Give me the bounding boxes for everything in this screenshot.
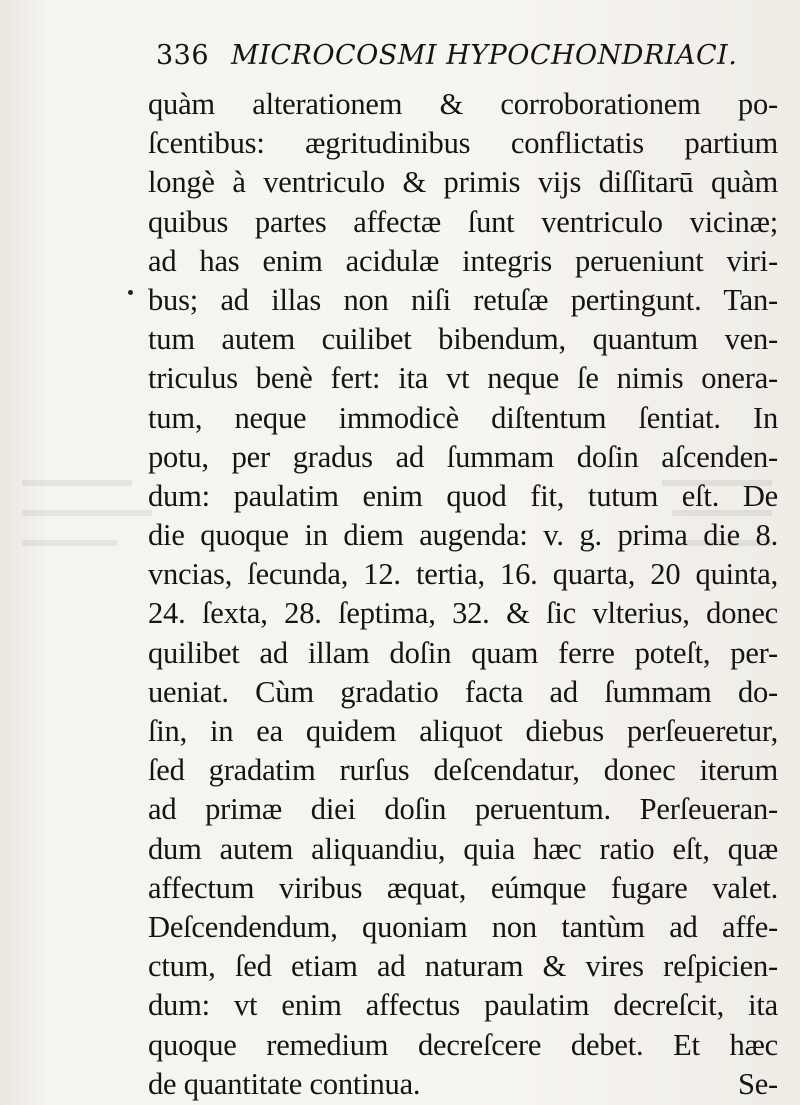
- running-head: MICROCOSMI HYPOCHONDRIACI.: [231, 40, 738, 71]
- page-header: [156, 40, 776, 80]
- text-line: longè à ventriculo & primis vijs diſſitarū quàm: [148, 165, 778, 200]
- catchword: Se-: [737, 1066, 778, 1101]
- text-line: ueniat. Cùm gradatio facta ad ſummam do-: [148, 674, 778, 709]
- text-line: ſed gradatim rurſus deſcendatur, donec iterum: [148, 753, 778, 788]
- margin-mark: [128, 290, 133, 295]
- text-line: ſin, in ea quidem aliquot diebus perſeueretur,: [148, 714, 778, 748]
- body-text: [148, 85, 778, 1104]
- text-line: dum: paulatim enim quod fit, tutum eſt. De: [148, 478, 778, 513]
- text-line: quilibet ad illam doſin quam ferre poteſt, per-: [148, 635, 778, 670]
- final-line-text: de quantitate continua.: [148, 1066, 421, 1101]
- text-line: tum autem cuilibet bibendum, quantum ven-: [148, 322, 778, 357]
- text-line: ctum, ſed etiam ad naturam & vires reſpicien-: [148, 949, 778, 984]
- text-line: die quoque in diem augenda: v. g. prima die 8.: [148, 518, 778, 553]
- text-line: affectum viribus æquat, eúmque fugare valet.: [148, 870, 778, 905]
- text-line: quoque remedium decreſcere debet. Et hæc: [148, 1027, 778, 1062]
- text-line: Deſcendendum, quoniam non tantùm ad affe-: [148, 909, 778, 944]
- text-line: potu, per gradus ad ſummam doſin aſcenden-: [148, 439, 778, 474]
- text-line: quàm alterationem & corroborationem po-: [148, 87, 778, 121]
- text-line: ſcentibus: ægritudinibus conflictatis partium: [148, 126, 778, 161]
- text-line: dum autem aliquandiu, quia hæc ratio eſt, quæ: [148, 831, 778, 866]
- text-line: triculus benè fert: ita vt neque ſe nimis onera-: [148, 361, 778, 396]
- text-line: tum, neque immodicè diſtentum ſentiat. In: [148, 400, 778, 435]
- text-line-final: [148, 1065, 778, 1104]
- text-line: ad has enim acidulæ integris perueniunt viri-: [148, 243, 778, 278]
- text-line: bus; ad illas non niſi retuſæ pertingunt. Tan-: [148, 282, 778, 317]
- text-line: vncias, ſecunda, 12. tertia, 16. quarta, 20 quinta,: [148, 557, 778, 592]
- text-line: ad primæ diei doſin peruentum. Perſeueran-: [148, 792, 778, 827]
- page-number: 336: [156, 40, 210, 71]
- text-line: quibus partes affectæ ſunt ventriculo vicinæ;: [148, 204, 778, 239]
- text-line: dum: vt enim affectus paulatim decreſcit, ita: [148, 988, 778, 1023]
- text-line: 24. ſexta, 28. ſeptima, 32. & ſic vlterius, donec: [148, 596, 778, 631]
